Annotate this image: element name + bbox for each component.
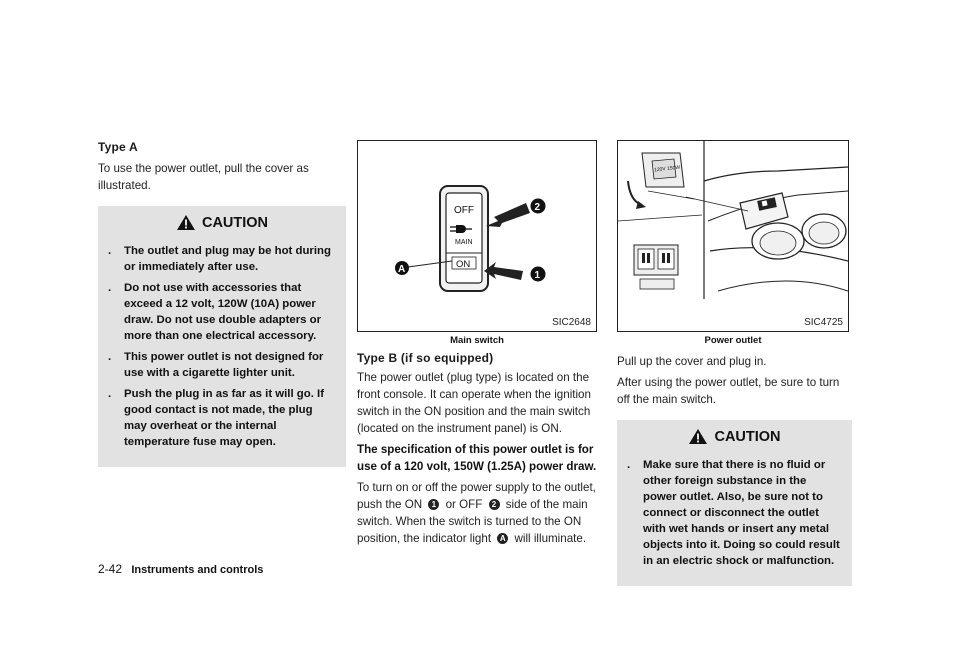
bullet: . [108,282,112,294]
bullet: . [627,459,631,471]
caution-item [108,243,336,275]
caution-text: This power outlet is not designed for use with a cigarette lighter unit. [124,351,324,379]
caution-list [108,243,336,450]
marker-1-inline: 1 [428,499,439,510]
power-outlet-illustration [618,141,848,331]
para3-text: side of the main switch. When the switch is turned to the ON position, the indicator light [357,498,588,545]
off-label: OFF [454,205,474,216]
caution-box-right [617,420,852,586]
main-switch-figure [357,140,597,332]
marker-2-inline: 2 [489,499,500,510]
type-b-para3 [357,479,605,547]
type-b-heading: Type B (if so equipped) [357,351,494,365]
left-column [98,140,346,467]
warning-icon [688,428,708,445]
caution-item [108,386,336,450]
marker-1: 1 [534,270,541,281]
caution-title: CAUTION [201,214,269,231]
caution-header [108,214,336,231]
marker-a-inline: A [497,533,508,544]
caution-text: Push the plug in as far as it will go. If good contact is not made, the plug may overheat or the internal temperature fuse may open. [124,388,324,448]
warning-icon [176,214,196,231]
marker-2: 2 [534,202,541,213]
middle-column [357,140,605,547]
bullet: . [108,245,112,257]
right-column [617,140,852,586]
caution-text: Do not use with accessories that exceed a 12 volt, 120W (10A) power draw. Do not use double adapters or more than one electrical accessory. [124,282,322,342]
type-a-intro: To use the power outlet, pull the cover as illustrated. [98,162,309,192]
figure-code: SIC4725 [804,317,843,328]
power-outlet-figure [617,140,849,332]
caution-header [627,428,842,445]
inset-label: 120V 150W [653,164,681,174]
para3-text: or OFF [445,498,483,511]
main-switch-illustration [358,141,596,331]
caution-item [108,280,336,344]
caution-title: CAUTION [714,428,781,445]
caution-item [627,457,842,569]
caution-list [627,457,842,569]
section-title: Instruments and controls [131,564,264,576]
figure-caption: Power outlet [704,335,762,346]
type-a-heading: Type A [98,140,138,154]
main-label: MAIN [455,239,473,246]
marker-a: A [398,264,406,275]
page-footer [98,562,263,576]
caution-text: Make sure that there is no fluid or other foreign substance in the power outlet. Also, be sure not to connect or disconnect the outlet with wet hands or insert any metal objects into it. Doing so could result in an electric shock or malfunction. [643,459,840,567]
bullet: . [108,351,112,363]
para3-text: To turn on or off the power supply to the outlet, push the ON [357,481,596,511]
caution-item [108,349,336,381]
figure-caption: Main switch [450,335,504,346]
right-para2: After using the power outlet, be sure to turn off the main switch. [617,376,840,406]
caution-box-left [98,206,346,467]
figure-code: SIC2648 [552,317,591,328]
para3-text: will illuminate. [514,532,587,545]
on-label: ON [456,259,471,270]
type-b-spec: The specification of this power outlet is for use of a 120 volt, 150W (1.25A) power draw. [357,443,597,473]
page-number: 2-42 [98,562,123,576]
type-b-para1: The power outlet (plug type) is located on the front console. It can operate when the ignition switch in the ON position and the main switch (located on the instrument panel) is ON. [357,371,591,435]
right-para1: Pull up the cover and plug in. [617,355,767,368]
caution-text: The outlet and plug may be hot during or immediately after use. [124,245,331,273]
bullet: . [108,388,112,400]
